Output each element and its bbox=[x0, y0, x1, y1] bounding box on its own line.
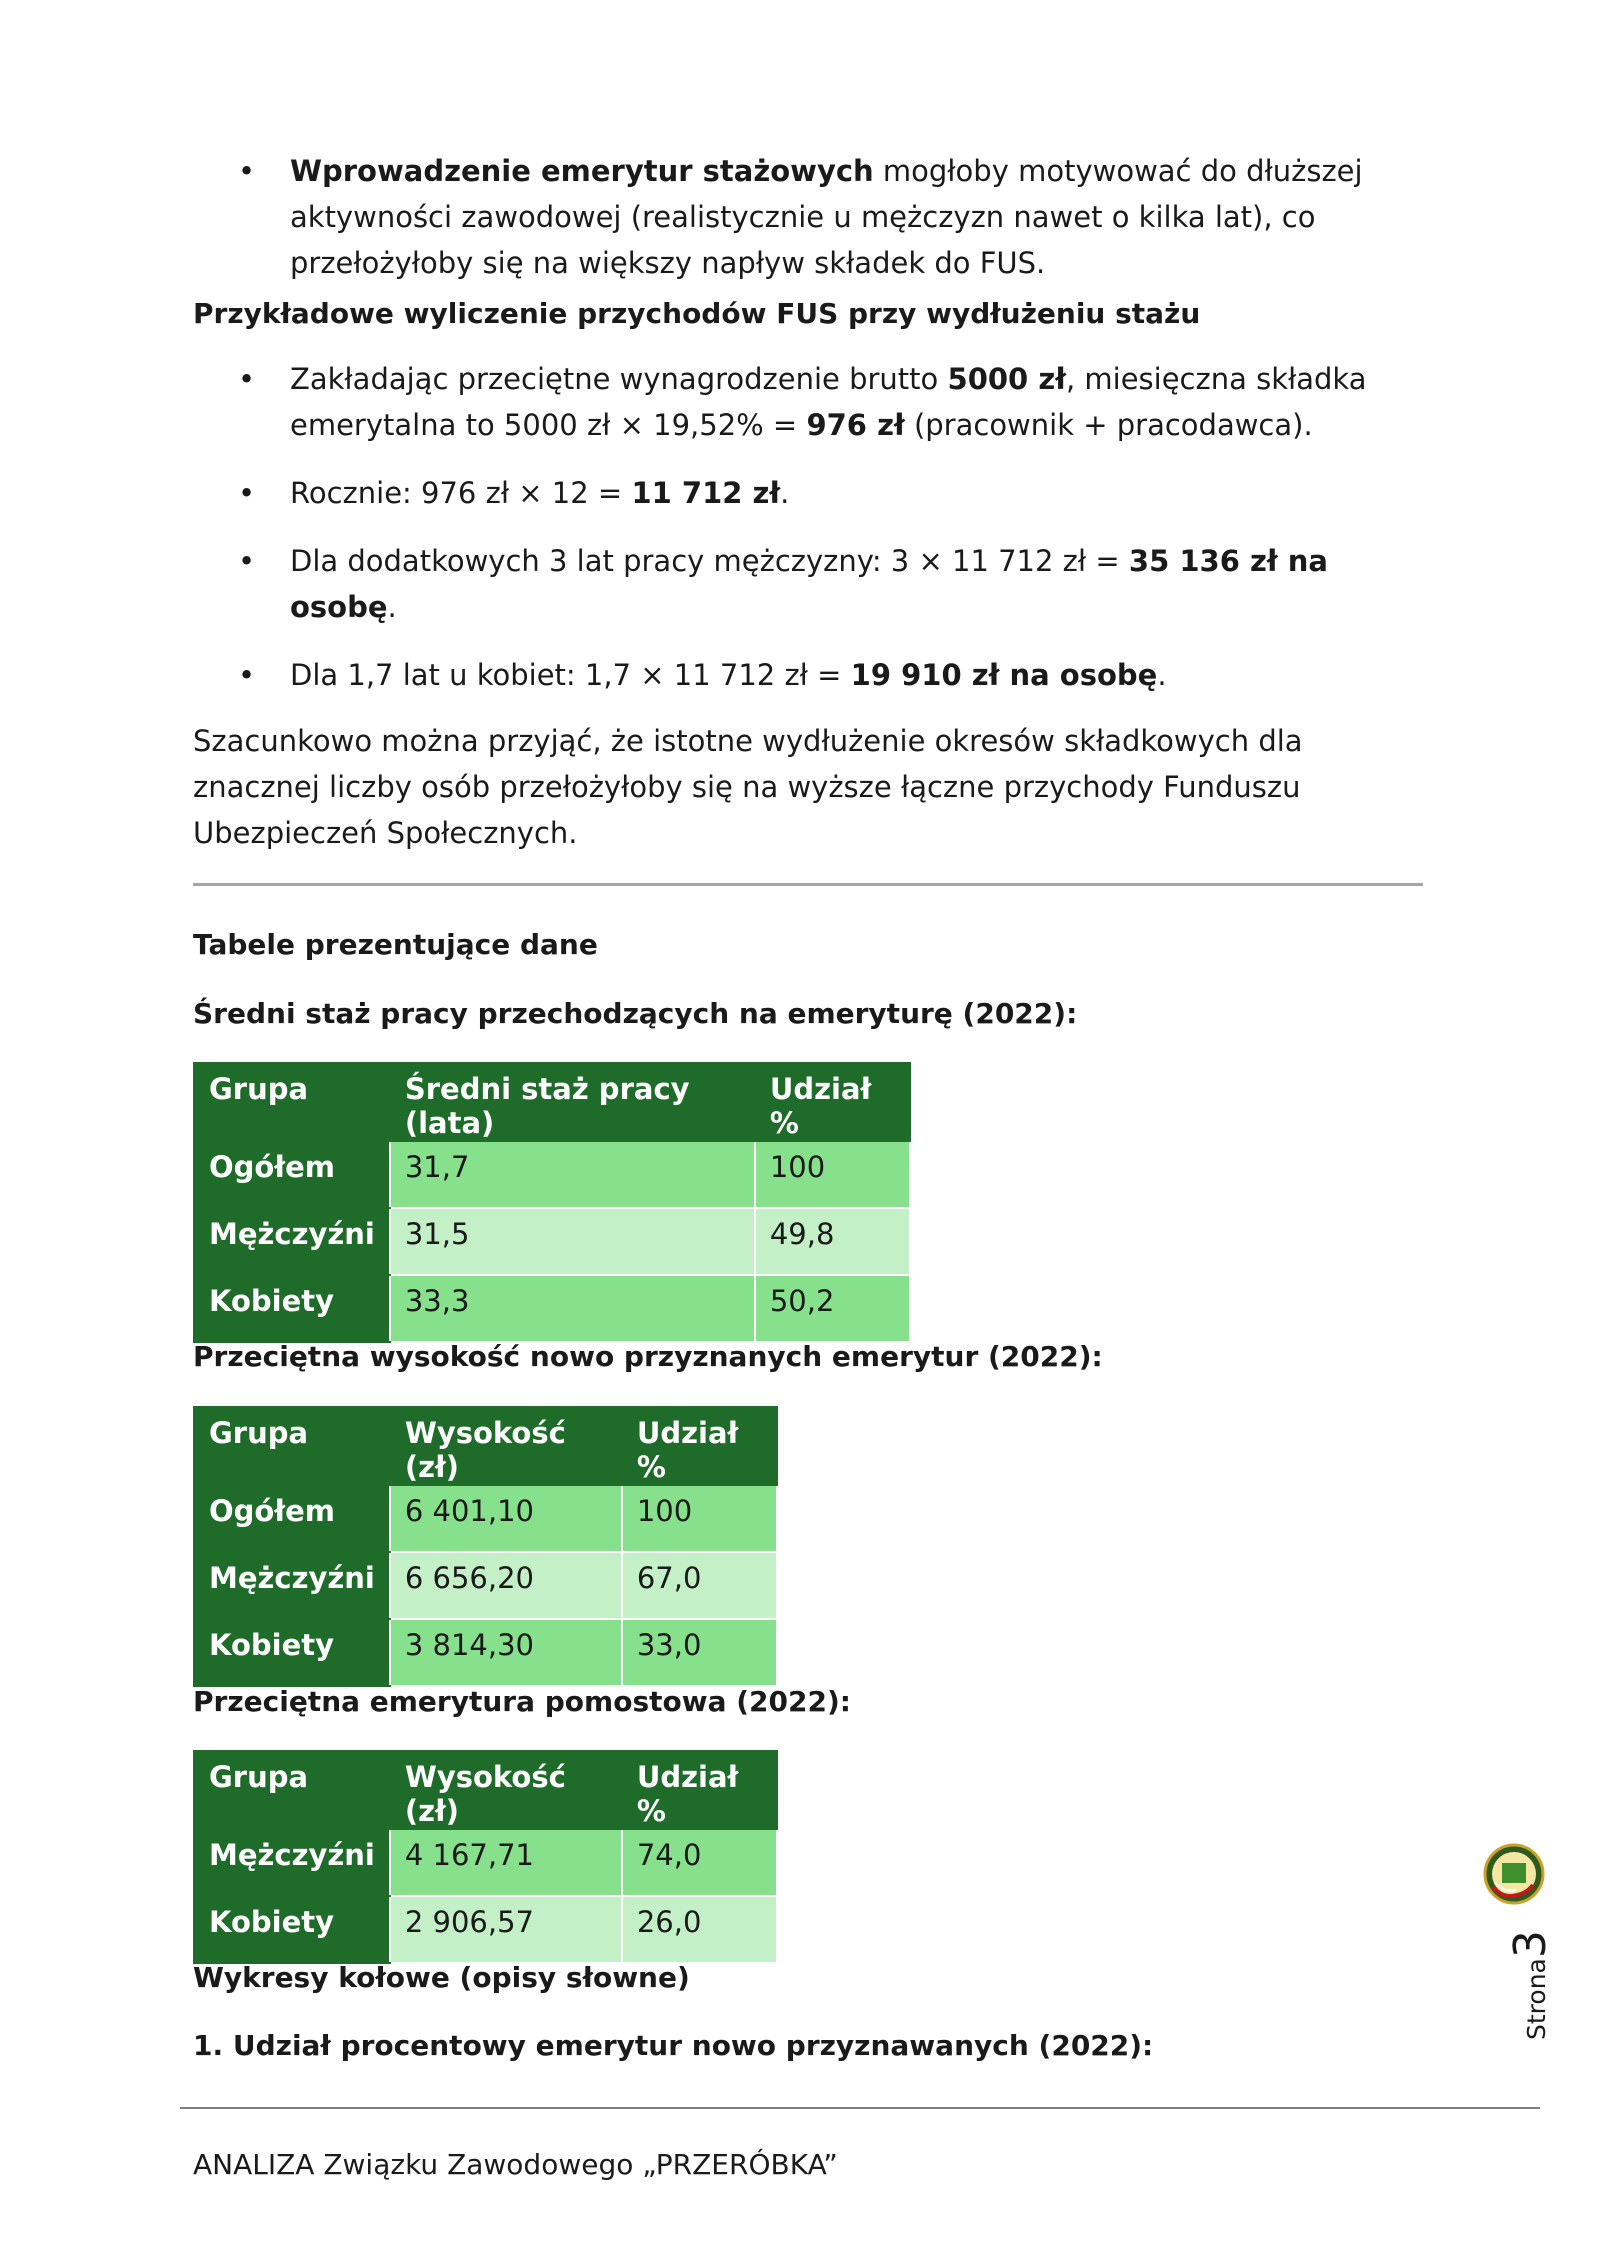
table-cell: 31,7 bbox=[390, 1141, 755, 1208]
row-label: Mężczyźni bbox=[194, 1552, 390, 1619]
table-header-cell: Średni staż pracy (lata) bbox=[390, 1063, 755, 1141]
table-header-cell: Wysokość (zł) bbox=[390, 1407, 622, 1485]
table-row bbox=[194, 1896, 777, 1963]
table-header-cell: Grupa bbox=[194, 1751, 390, 1829]
summary-paragraph: Szacunkowo można przyjąć, że istotne wydłużenie okresów składkowych dla znacznej liczby osób przełożyłoby się na wyższe łączne przychody Funduszu Ubezpieczeń Społecznych. bbox=[193, 724, 1303, 850]
tables-heading: Tabele prezentujące dane bbox=[193, 928, 598, 961]
footer-divider bbox=[180, 2107, 1540, 2109]
page-label-word: Strona bbox=[1522, 1958, 1551, 2040]
text-content bbox=[193, 148, 1423, 856]
table-header-cell: Grupa bbox=[194, 1063, 390, 1141]
table-cell: 100 bbox=[755, 1141, 910, 1208]
calc-bullet: • Rocznie: 976 zł × 12 = 11 712 zł. bbox=[193, 470, 1423, 516]
table-row bbox=[194, 1275, 910, 1342]
table-cell: 50,2 bbox=[755, 1275, 910, 1342]
footer-text: ANALIZA Związku Zawodowego „PRZERÓBKA” bbox=[193, 2148, 838, 2181]
table-cell: 3 814,30 bbox=[390, 1619, 622, 1686]
row-label: Mężczyźni bbox=[194, 1208, 390, 1275]
row-label: Kobiety bbox=[194, 1619, 390, 1686]
table-cell: 4 167,71 bbox=[390, 1829, 622, 1896]
pie-charts-heading: Wykresy kołowe (opisy słowne) bbox=[193, 1961, 690, 1994]
table2-title: Przeciętna wysokość nowo przyznanych emerytur (2022): bbox=[193, 1340, 1103, 1373]
intro-bullet bbox=[193, 148, 1423, 286]
page-number-label bbox=[1505, 1930, 1556, 2040]
table-cell: 33,3 bbox=[390, 1275, 755, 1342]
table-header-cell: Udział % bbox=[622, 1407, 777, 1485]
row-label: Mężczyźni bbox=[194, 1829, 390, 1896]
row-label: Kobiety bbox=[194, 1896, 390, 1963]
calc-bullet-list bbox=[193, 356, 1423, 698]
table-cell: 26,0 bbox=[622, 1896, 777, 1963]
page-number: 3 bbox=[1505, 1930, 1556, 1959]
row-label: Kobiety bbox=[194, 1275, 390, 1342]
table-cell: 2 906,57 bbox=[390, 1896, 622, 1963]
example-heading: Przykładowe wyliczenie przychodów FUS przy wydłużeniu stażu bbox=[193, 297, 1201, 330]
table-header-row bbox=[194, 1751, 777, 1829]
table-cell: 6 656,20 bbox=[390, 1552, 622, 1619]
table-cell: 6 401,10 bbox=[390, 1485, 622, 1552]
table-cell: 100 bbox=[622, 1485, 777, 1552]
table-cell: 31,5 bbox=[390, 1208, 755, 1275]
table-row bbox=[194, 1485, 777, 1552]
row-label: Ogółem bbox=[194, 1485, 390, 1552]
table-row bbox=[194, 1829, 777, 1896]
table-row bbox=[194, 1619, 777, 1686]
table-row bbox=[194, 1208, 910, 1275]
table-cell: 33,0 bbox=[622, 1619, 777, 1686]
table-cell: 49,8 bbox=[755, 1208, 910, 1275]
calc-bullet: • Dla 1,7 lat u kobiet: 1,7 × 11 712 zł = 19 910 zł na osobę. bbox=[193, 652, 1423, 698]
intro-bullet-text: mogłoby motywować do dłuższej aktywności zawodowej (realistycznie u mężczyzn nawet o kilka lat), co przełożyłoby się na większy napływ składek do FUS. bbox=[290, 154, 1363, 280]
table-header-cell: Udział % bbox=[755, 1063, 910, 1141]
intro-bullet-list bbox=[193, 148, 1423, 286]
table-header-cell: Udział % bbox=[622, 1751, 777, 1829]
calc-bullet: • Zakładając przeciętne wynagrodzenie brutto 5000 zł, miesięczna składka emerytalna to 5000 zł × 19,52% = 976 zł (pracownik + pracodawca). bbox=[193, 356, 1423, 448]
calc-bullet: • Dla dodatkowych 3 lat pracy mężczyzny: 3 × 11 712 zł = 35 136 zł na osobę. bbox=[193, 538, 1423, 630]
table-cell: 74,0 bbox=[622, 1829, 777, 1896]
table-row bbox=[194, 1141, 910, 1208]
pie1-heading: 1. Udział procentowy emerytur nowo przyznawanych (2022): bbox=[193, 2029, 1154, 2062]
union-logo-icon bbox=[1483, 1843, 1545, 1905]
table-header-row bbox=[194, 1063, 910, 1141]
table-header-cell: Wysokość (zł) bbox=[390, 1751, 622, 1829]
table1-title: Średni staż pracy przechodzących na emeryturę (2022): bbox=[193, 997, 1078, 1030]
table-cell: 67,0 bbox=[622, 1552, 777, 1619]
section-divider bbox=[193, 883, 1423, 886]
table-bridge-pension bbox=[193, 1750, 778, 1964]
row-label: Ogółem bbox=[194, 1141, 390, 1208]
table-header-cell: Grupa bbox=[194, 1407, 390, 1485]
table3-title: Przeciętna emerytura pomostowa (2022): bbox=[193, 1685, 851, 1718]
intro-bullet-bold: Wprowadzenie emerytur stażowych bbox=[290, 154, 874, 188]
table-header-row bbox=[194, 1407, 777, 1485]
table-avg-work-years bbox=[193, 1062, 911, 1343]
table-new-pension-amounts bbox=[193, 1406, 778, 1687]
table-row bbox=[194, 1552, 777, 1619]
